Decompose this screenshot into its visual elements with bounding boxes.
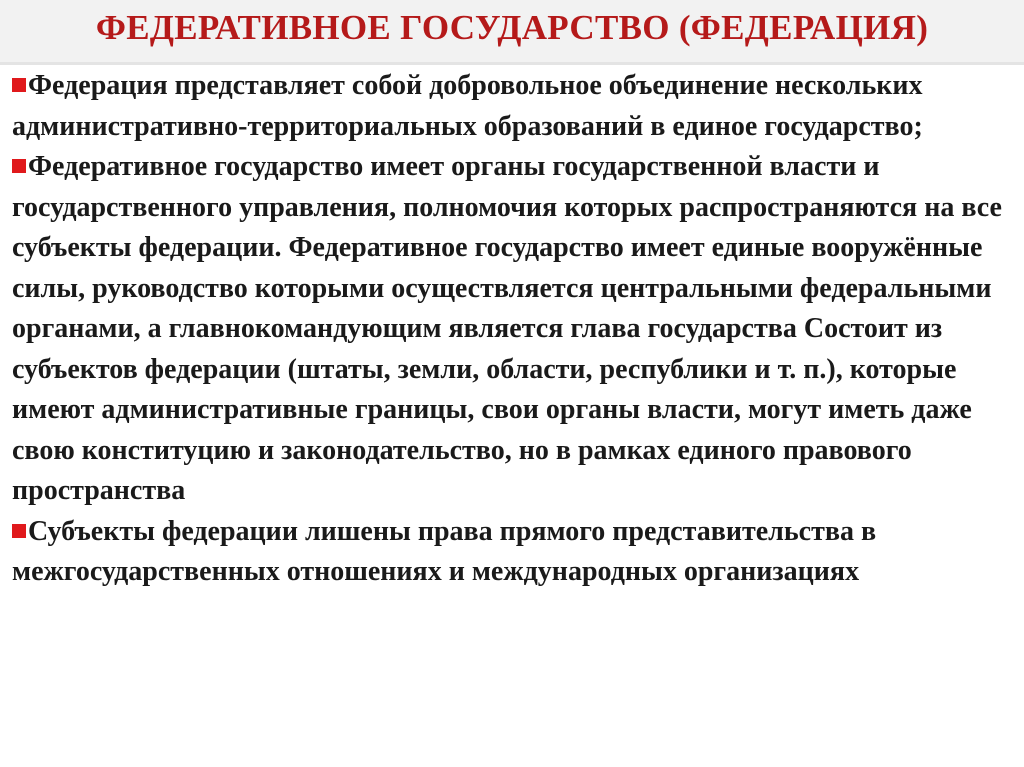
bullet-text: Федерация представляет собой добровольное объединение нескольких административно-территориальных образований в единое государство; [12, 70, 923, 142]
square-bullet-icon [12, 78, 26, 92]
bullet-item [12, 147, 1012, 512]
slide-title: ФЕДЕРАТИВНОЕ ГОСУДАРСТВО (ФЕДЕРАЦИЯ) [95, 8, 929, 47]
bullet-item [12, 66, 1012, 147]
bullet-text: Федеративное государство имеет органы государственной власти и государственного управления, полномочия которых распространяются на все субъекты федерации. Федеративное государство имеет единые вооружённые силы, руководство которыми осуществляется центральными федеральными органами, а главнокомандующим является глава государства Состоит из субъектов федерации (штаты, земли, области, республики и т. п.), которые имеют административные границы, свои органы власти, могут иметь даже свою конституцию и законодательство, но в рамках единого правового пространства [12, 151, 1002, 506]
slide-content [12, 66, 1012, 593]
square-bullet-icon [12, 159, 26, 173]
bullet-text: Субъекты федерации лишены права прямого представительства в межгосударственных отношениях и международных организациях [12, 515, 877, 587]
bullet-item [12, 512, 1012, 593]
title-bar [0, 0, 1024, 65]
square-bullet-icon [12, 524, 26, 538]
